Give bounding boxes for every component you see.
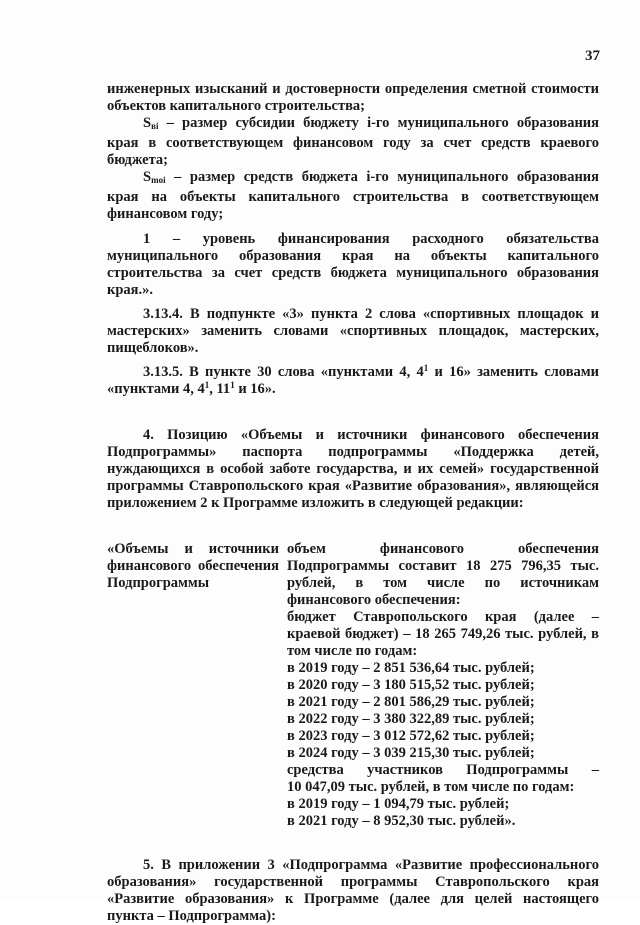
year-line: в 2020 году – 3 180 515,52 тыс. рублей; bbox=[287, 677, 535, 693]
financing-intro: объем финансового обеспечения Подпрограммы составит 18 275 796,35 тыс. рублей, в том числе по источникам финансового обеспечения: bbox=[287, 541, 599, 608]
year-line: в 2019 году – 2 851 536,64 тыс. рублей; bbox=[287, 660, 535, 676]
page-number: 37 bbox=[585, 48, 600, 64]
paragraph-item-4: 4. Позицию «Объемы и источники финансового обеспечения Подпрограммы» паспорта подпрограммы «Поддержка детей, нуждающихся в особой заботе государства, и их семей» государственной программы Ставропольского края «Развитие образования», являющейся приложением 2 к Программе изложить в следующей редакции: bbox=[107, 427, 599, 511]
paragraph-engineering: инженерных изысканий и достоверности определения сметной стоимости объектов капитального строительства; bbox=[107, 81, 599, 114]
paragraph-item-5: 5. В приложении 3 «Подпрограмма «Развитие профессионального образования» государственной программы Ставропольского края «Развитие образования» к Программе (далее для целей настоящего пункта – Подпрограмма): bbox=[107, 857, 599, 924]
paragraph-financing-level: 1 – уровень финансирования расходного обязательства муниципального образования края на объекты капитального строительства за счет средств бюджета муниципального образования края.». bbox=[107, 231, 599, 298]
paragraph-subsidy-definition bbox=[107, 115, 599, 169]
year-line: в 2023 году – 3 012 572,62 тыс. рублей; bbox=[287, 728, 535, 744]
document-body bbox=[107, 81, 599, 925]
symbol-subscript: вi bbox=[151, 121, 159, 131]
symbol-s: S bbox=[143, 115, 152, 131]
paragraph-3-13-5 bbox=[107, 364, 599, 398]
definition-text: – размер средств бюджета i-го муниципального образования края на объекты капитального строительства в соответствующем финансовом году; bbox=[107, 169, 599, 222]
text-part: , 11 bbox=[209, 381, 231, 397]
paragraph-3-13-4: 3.13.4. В подпункте «3» пункта 2 слова «спортивных площадок и мастерских» заменить словами «спортивных площадок, мастерских, пищеблоков». bbox=[107, 306, 599, 356]
participants-amount: 10 047,09 тыс. рублей, в том числе по годам: bbox=[287, 779, 575, 795]
definition-text: – размер субсидии бюджету i-го муниципального образования края в соответствующем финансовом году за счет средств краевого бюджета; bbox=[107, 115, 599, 168]
participants-year-line: в 2021 году – 8 952,30 тыс. рублей». bbox=[287, 813, 516, 829]
table-right-cell bbox=[287, 541, 599, 830]
year-line: в 2024 году – 3 039 215,30 тыс. рублей; bbox=[287, 745, 535, 761]
participants-line: средства участников Подпрограммы – bbox=[287, 762, 599, 778]
symbol-subscript: moi bbox=[151, 175, 166, 185]
year-line: в 2022 году – 3 380 322,89 тыс. рублей; bbox=[287, 711, 535, 727]
text-part: и 16». bbox=[234, 381, 276, 397]
financing-budget: бюджет Ставропольского края (далее – краевой бюджет) – 18 265 749,26 тыс. рублей, в том числе по годам: bbox=[287, 609, 599, 659]
table-left-cell: «Объемы и источники финансового обеспечения Подпрограммы bbox=[107, 541, 279, 591]
text-part: 3.13.5. В пункте 30 слова «пунктами 4, 4 bbox=[143, 364, 424, 380]
superscript: 1 bbox=[230, 380, 235, 390]
financing-table bbox=[107, 541, 599, 830]
text-part: и 16» заменить словами «пунктами 4, 4 bbox=[107, 364, 600, 397]
paragraph-municipal-funds-definition bbox=[107, 169, 599, 223]
superscript: 1 bbox=[423, 363, 429, 373]
participants-year-line: в 2019 году – 1 094,79 тыс. рублей; bbox=[287, 796, 510, 812]
year-line: в 2021 году – 2 801 586,29 тыс. рублей; bbox=[287, 694, 535, 710]
symbol-s: S bbox=[143, 169, 152, 185]
superscript: 1 bbox=[204, 380, 210, 390]
